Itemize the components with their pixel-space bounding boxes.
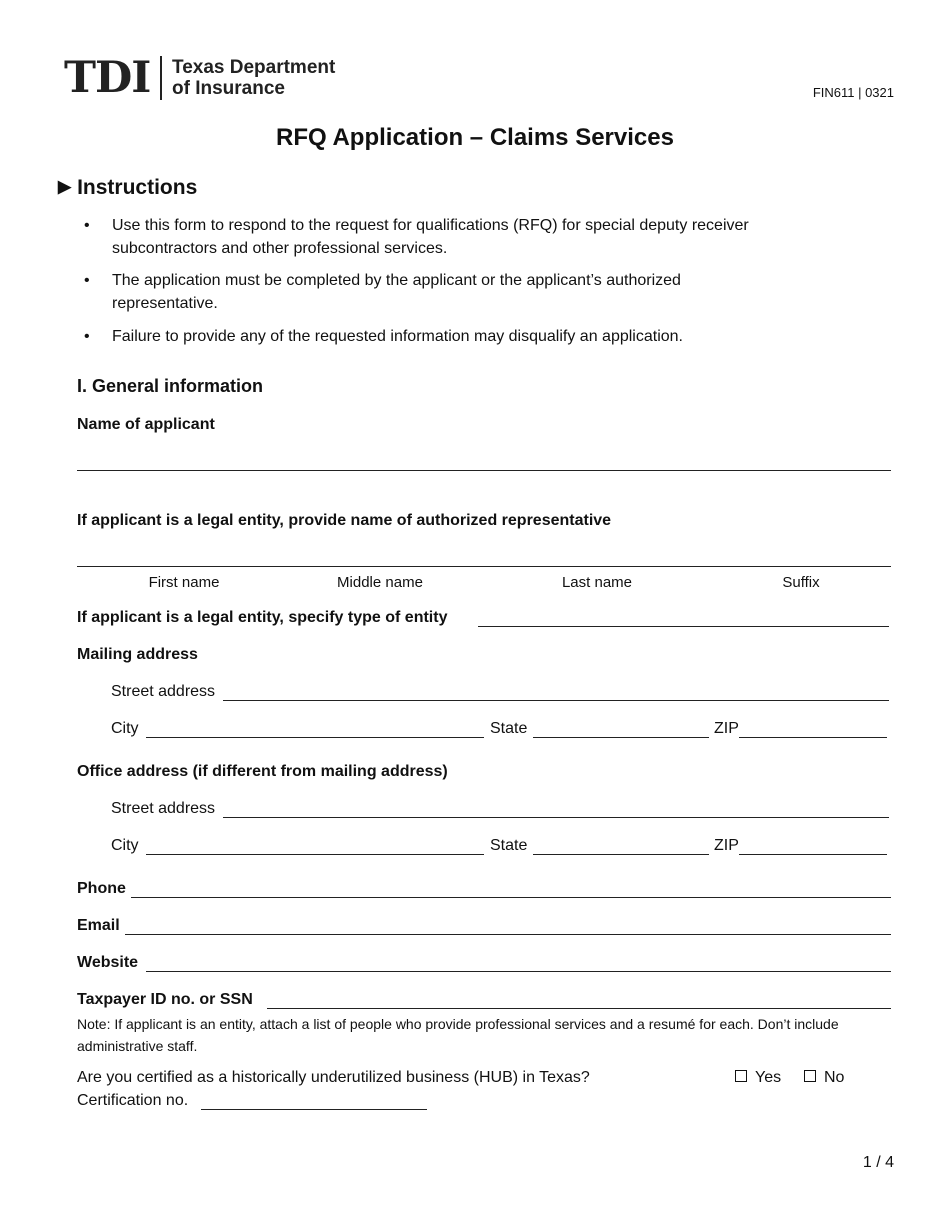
office-street-label: Street address — [111, 800, 216, 817]
hub-yes-option[interactable] — [735, 1069, 781, 1087]
logo-divider — [160, 56, 162, 100]
page-title: RFQ Application – Claims Services — [276, 124, 674, 151]
mailing-street-field[interactable] — [223, 700, 889, 701]
yes-checkbox[interactable] — [735, 1070, 747, 1082]
email-label: Email — [77, 917, 120, 934]
first-name-label: First name — [148, 574, 220, 591]
page-number: 1 / 4 — [862, 1154, 894, 1171]
bullet-text: Use this form to respond to the request for qualifications (RFQ) for special deputy receiver subcontractors and other professional services. — [112, 217, 749, 257]
bullet-icon: • — [84, 272, 90, 289]
phone-label: Phone — [77, 880, 126, 897]
mailing-city-label: City — [111, 720, 139, 737]
office-city-label: City — [111, 837, 139, 854]
form-code: FIN611 | 0321 — [812, 85, 894, 100]
certification-label: Certification no. — [77, 1092, 189, 1109]
mailing-zip-field[interactable] — [739, 737, 887, 738]
last-name-label: Last name — [561, 574, 633, 591]
office-city-field[interactable] — [146, 854, 484, 855]
entity-type-label: If applicant is a legal entity, specify type of entity — [77, 609, 448, 626]
bullet-icon: • — [84, 328, 90, 345]
expand-triangle-icon[interactable]: ▶ — [58, 177, 72, 196]
general-info-heading: I. General information — [77, 376, 264, 396]
hub-question: Are you certified as a historically underutilized business (HUB) in Texas? — [77, 1069, 590, 1086]
logo-line-2: of Insurance — [172, 78, 285, 99]
office-state-field[interactable] — [533, 854, 709, 855]
mailing-state-label: State — [490, 720, 528, 737]
phone-field[interactable] — [131, 897, 891, 898]
bullet-icon: • — [84, 217, 90, 234]
name-of-applicant-field[interactable] — [77, 470, 891, 471]
suffix-label: Suffix — [782, 574, 820, 591]
bullet-text: Failure to provide any of the requested information may disqualify an application. — [112, 328, 683, 345]
middle-name-label: Middle name — [337, 574, 423, 591]
instructions-heading[interactable] — [58, 176, 197, 200]
yes-label: Yes — [755, 1069, 782, 1086]
tdi-logo-text — [172, 57, 335, 99]
entity-type-field[interactable] — [478, 626, 889, 627]
authorized-rep-field[interactable] — [77, 566, 891, 567]
certification-field[interactable] — [201, 1109, 427, 1110]
bullet-text: The application must be completed by the applicant or the applicant’s authorized representative. — [112, 272, 681, 312]
website-field[interactable] — [146, 971, 891, 972]
mailing-street-label: Street address — [111, 683, 216, 700]
hub-no-option[interactable] — [804, 1069, 844, 1087]
office-street-field[interactable] — [223, 817, 889, 818]
email-field[interactable] — [125, 934, 891, 935]
mailing-zip-label: ZIP — [714, 720, 739, 737]
taxpayer-label: Taxpayer ID no. or SSN — [77, 991, 253, 1008]
authorized-rep-label: If applicant is a legal entity, provide name of authorized representative — [77, 512, 612, 529]
tdi-logo-mark: TDI — [64, 53, 151, 103]
name-of-applicant-label: Name of applicant — [77, 416, 215, 433]
mailing-city-field[interactable] — [146, 737, 484, 738]
website-label: Website — [77, 954, 139, 971]
office-state-label: State — [490, 837, 528, 854]
entity-note: Note: If applicant is an entity, attach a list of people who provide professional services and a resumé for each. Don’t include administrative staff. — [77, 1016, 839, 1054]
office-address-label: Office address (if different from mailing address) — [77, 763, 448, 780]
no-label: No — [824, 1069, 845, 1086]
office-zip-field[interactable] — [739, 854, 887, 855]
logo-line-1: Texas Department — [172, 57, 336, 78]
no-checkbox[interactable] — [804, 1070, 816, 1082]
office-zip-label: ZIP — [714, 837, 739, 854]
mailing-state-field[interactable] — [533, 737, 709, 738]
taxpayer-field[interactable] — [267, 1008, 891, 1009]
instructions-heading-label: Instructions — [77, 176, 198, 199]
mailing-address-label: Mailing address — [77, 646, 198, 663]
